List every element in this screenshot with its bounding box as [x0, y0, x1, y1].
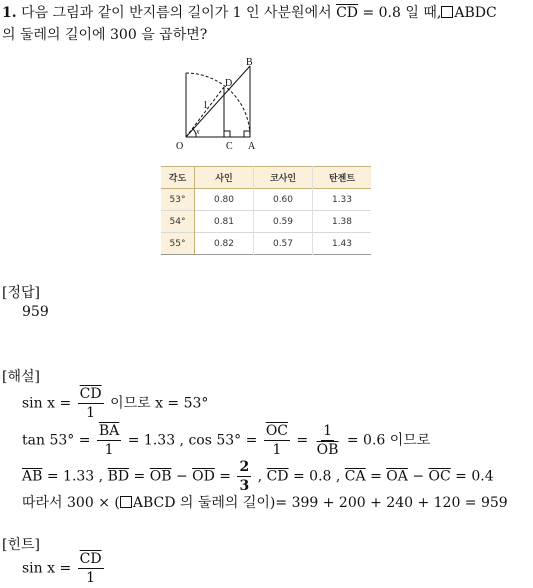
question-number: 1. [2, 5, 17, 21]
frac-den: 1 [272, 442, 282, 458]
comma: , [257, 468, 263, 485]
frac-den: 1 [86, 570, 96, 586]
answer-label: [정답] [2, 285, 40, 301]
label-c: C [226, 141, 233, 152]
square-symbol [120, 496, 132, 508]
frac-num: $\overline{CD}$ [79, 386, 102, 402]
question-text-b: = 0.8 일 때, [362, 5, 442, 21]
minus: − [412, 468, 425, 485]
tan-53-eq: tan 53° = [22, 432, 91, 449]
fraction-ba-over-1 [97, 422, 121, 459]
fraction-cd-over-1 [78, 550, 104, 587]
fraction-1-over-ob [315, 422, 341, 459]
frac-num: 1 [323, 423, 332, 439]
sin-x-eq: sin x = [22, 395, 72, 412]
solution-line-4 [22, 492, 508, 512]
solution-text: = 1.33 , cos 53° = [127, 432, 258, 449]
cell-angle: 55° [161, 233, 195, 255]
cell-sin: 0.82 [195, 233, 254, 255]
segment-ca: $\overline{CA}$ [344, 468, 366, 485]
solution-line-2 [22, 422, 430, 459]
segment-od: $\overline{OD}$ [192, 468, 215, 485]
right-angle-a [244, 131, 250, 137]
label-o: O [176, 141, 184, 152]
frac-den: 1 [104, 442, 114, 458]
solution-text: = 1.33 , [46, 468, 104, 485]
header-cos: 코사인 [254, 167, 313, 189]
line-od [186, 87, 224, 137]
segment-ab: $\overline{AB}$ [22, 468, 43, 485]
equals: = [219, 468, 232, 485]
frac-den: 1 [86, 405, 96, 421]
fraction-2-over-3 [237, 458, 251, 495]
cell-cos: 0.59 [254, 211, 313, 233]
question-line-1 [2, 2, 497, 24]
table-row [161, 211, 371, 233]
equals: = [133, 468, 146, 485]
segment-cd: $\overline{CD}$ [266, 468, 289, 485]
table-header-row [161, 167, 371, 189]
cell-tan: 1.43 [331, 238, 353, 249]
equals: = [296, 432, 309, 449]
label-angle-x: x [196, 127, 200, 136]
right-angle-c [224, 131, 230, 137]
table-row [161, 189, 371, 211]
square-symbol [441, 6, 453, 18]
question [2, 2, 497, 46]
quad-name: ABDC [454, 5, 497, 21]
frac-num: $\overline{BA}$ [98, 423, 120, 439]
cell-angle: 54° [161, 211, 195, 233]
hint-label: [힌트] [2, 537, 40, 553]
solution-text: 이므로 x = 53° [110, 395, 209, 412]
solution-text: 따라서 300 × ( [22, 495, 120, 511]
minus: − [175, 468, 188, 485]
cell-cos: 0.60 [254, 189, 313, 211]
solution-label: [해설] [2, 369, 40, 385]
solution-text: = 0.6 이므로 [346, 432, 431, 449]
hint-line [22, 550, 106, 587]
answer-value: 959 [22, 304, 49, 320]
header-tan: 탄젠트 [328, 174, 356, 184]
fraction-cd-over-1 [78, 385, 104, 422]
header-angle: 각도 [161, 167, 195, 189]
solution-line-3 [22, 458, 494, 495]
solution-text: ABCD 의 둘레의 길이)= 399 + 200 + 240 + 120 = 959 [132, 495, 508, 511]
cell-sin: 0.81 [195, 211, 254, 233]
solution-line-1 [22, 385, 208, 422]
question-text-a: 다음 그림과 같이 반지름의 길이가 1 인 사분원에서 [21, 5, 332, 21]
frac-num: $\overline{OC}$ [265, 423, 289, 439]
frac-num: 2 [239, 459, 250, 475]
cell-cos: 0.57 [254, 233, 313, 255]
label-a: A [248, 141, 256, 152]
segment-cd: $\overline{CD}$ [336, 5, 359, 21]
label-radius-1: 1 [203, 100, 208, 111]
solution-text: = 0.4 [455, 468, 494, 485]
table-row [161, 233, 371, 255]
cell-sin: 0.80 [195, 189, 254, 211]
header-sin: 사인 [195, 167, 254, 189]
quarter-circle-figure [172, 56, 264, 152]
fraction-oc-over-1 [264, 422, 290, 459]
frac-den: 3 [239, 478, 250, 494]
segment-ob: $\overline{OB}$ [149, 468, 172, 485]
segment-oc: $\overline{OC}$ [428, 468, 451, 485]
label-d: D [225, 78, 233, 89]
label-b: B [246, 57, 253, 68]
frac-den: OB [316, 442, 339, 458]
solution-text: = 0.8 , [292, 468, 341, 485]
segment-bd: $\overline{BD}$ [107, 468, 130, 485]
sin-x-eq: sin x = [22, 560, 72, 577]
trig-table [161, 166, 371, 255]
cell-tan: 1.33 [331, 194, 353, 205]
question-line-2: 의 둘레의 길이에 300 을 곱하면? [2, 27, 208, 43]
equals: = [370, 468, 382, 485]
cell-angle: 53° [161, 189, 195, 211]
segment-oa: $\overline{OA}$ [386, 468, 408, 485]
cell-tan: 1.38 [331, 216, 353, 227]
frac-num: $\overline{CD}$ [79, 551, 102, 567]
